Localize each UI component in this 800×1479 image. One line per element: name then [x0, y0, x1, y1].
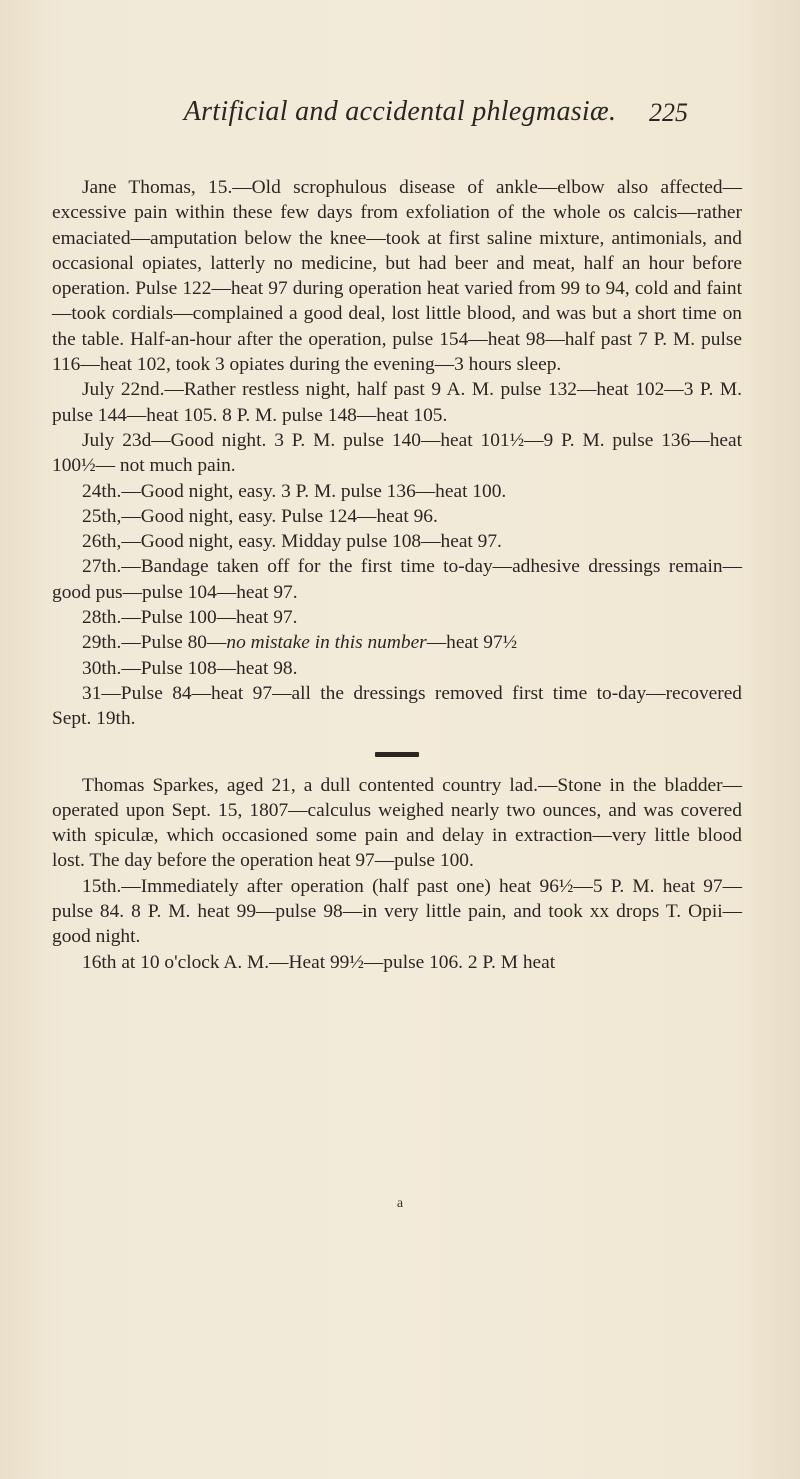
case1-paragraph: 28th.—Pulse 100—heat 97. [82, 607, 298, 629]
case1-p9-italic: no mistake in this number [226, 632, 427, 654]
page-number: 225 [649, 98, 688, 127]
case1-paragraph: 24th.—Good night, easy. 3 P. M. pulse 136—heat 100. [82, 480, 507, 502]
case1-paragraph: 26th,—Good night, easy. Midday pulse 108—heat 97. [82, 531, 502, 553]
case1-paragraph: 27th.—Bandage taken off for the first time to-day—adhesive dressings remain—good pus—pulse 104—heat 97. [52, 556, 742, 603]
case2-paragraph: 15th.—Immediately after operation (half past one) heat 96½—5 P. M. heat 97—pulse 84. 8 P. M. heat 99—pulse 98—in very little pain, and took xx drops T. Opii—good night. [52, 875, 742, 948]
running-title: Artificial and accidental phlegmasiæ. [183, 96, 617, 127]
case1-paragraph [52, 630, 742, 655]
section-divider [375, 752, 419, 757]
signature-mark: a [396, 1196, 404, 1211]
case2-paragraph: Thomas Sparkes, aged 21, a dull contented country lad.—Stone in the bladder—operated upon Sept. 15, 1807—calculus weighed nearly two ounces, and was covered with spiculæ, which occasioned some pain and delay in extraction—very little blood lost. The day before the operation heat 97—pulse 100. [52, 774, 742, 872]
case1-paragraph: July 23d—Good night. 3 P. M. pulse 140—heat 101½—9 P. M. pulse 136—heat 100½— not much pain. [52, 429, 742, 477]
case1-paragraph: 25th,—Good night, easy. Pulse 124—heat 96. [82, 505, 438, 527]
case1-paragraph: Jane Thomas, 15.—Old scrophulous disease of ankle—elbow also affected—excessive pain within these few days from exfoliation of the whole os calcis—rather emaciated—amputation below the knee—took at first saline mixture, antimonials, and occasional opiates, latterly no medicine, but had beer and meat, half an hour before operation. Pulse 122—heat 97 during operation heat varied from 99 to 94, cold and faint—took cordials—complained a good deal, lost little blood, and was but a short time on the table. Half-an-hour after the operation, pulse 154—heat 98—half past 7 P. M. pulse 116—heat 102, took 3 opiates during the evening—3 hours sleep. [52, 177, 742, 376]
case1-p9-tail: —heat 97½ [426, 632, 518, 654]
case1-paragraph: 30th.—Pulse 108—heat 98. [82, 657, 298, 679]
case1-paragraph: 31—Pulse 84—heat 97—all the dressings removed first time to-day—recovered Sept. 19th. [52, 682, 742, 730]
case1-p9-lead: 29th.—Pulse 80— [82, 632, 227, 654]
case2-paragraph: 16th at 10 o'clock A. M.—Heat 99½—pulse 106. 2 P. M heat [82, 951, 556, 973]
case1-paragraph: July 22nd.—Rather restless night, half past 9 A. M. pulse 132—heat 102—3 P. M. pulse 144—heat 105. 8 P. M. pulse 148—heat 105. [52, 379, 742, 426]
running-header [0, 96, 800, 136]
body-text [52, 175, 742, 975]
